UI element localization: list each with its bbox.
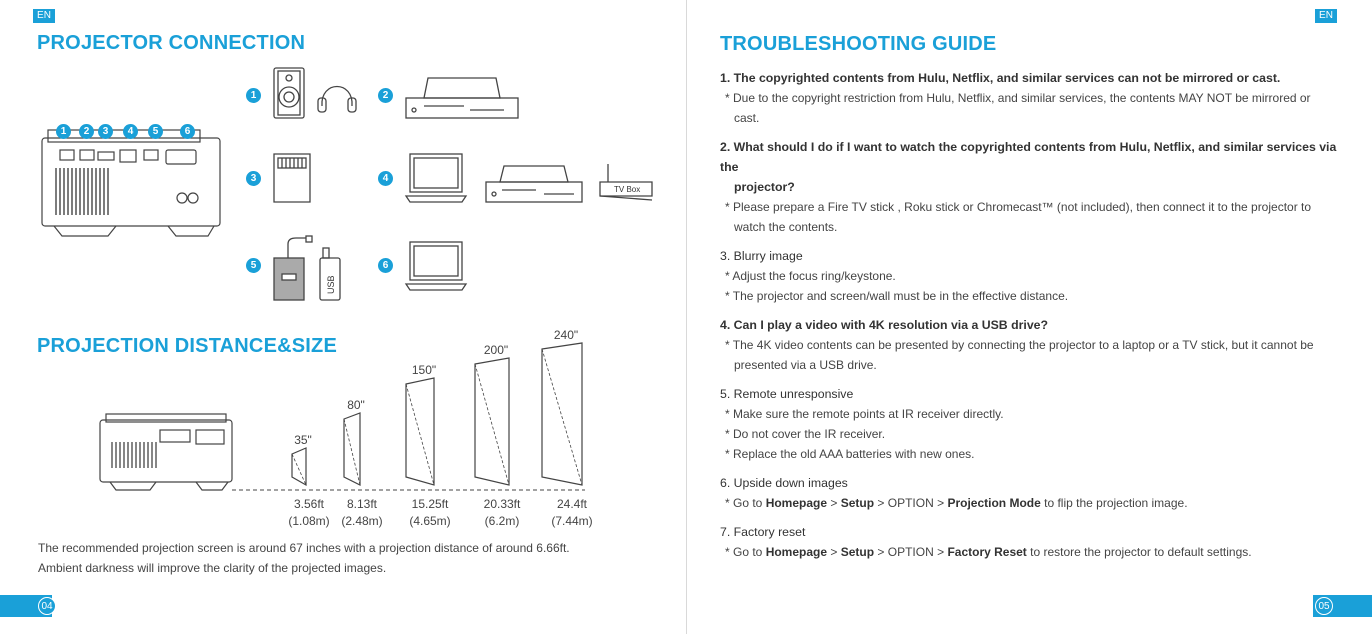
- screen-shape: [542, 343, 582, 485]
- list-item: [720, 522, 1340, 562]
- note-line-2: Ambient darkness will improve the clarity of the projected images.: [38, 561, 387, 575]
- title-line-cont: projector?: [734, 180, 795, 194]
- laptop-icon-2: [404, 240, 468, 292]
- menu-path-setup: Setup: [840, 545, 875, 559]
- text-run: > OPTION >: [874, 496, 948, 510]
- title-line: 2. What should I do if I want to watch the copyrighted contents from Hulu, Netflix, and similar services via the: [720, 140, 1337, 174]
- projector-rear-illustration: [38, 120, 228, 245]
- distance-ft-label: 15.25ft: [411, 497, 449, 511]
- page-number: 04: [38, 597, 56, 615]
- item-title: 1. The copyrighted contents from Hulu, Netflix, and similar services can not be mirrored or cast.: [720, 71, 1281, 85]
- screen-size-label: 240": [553, 328, 579, 342]
- item-bullet: * Replace the old AAA batteries with new ones.: [725, 447, 975, 461]
- text-run: >: [827, 496, 841, 510]
- speaker-headphones-icon: [272, 66, 362, 122]
- screen-shape: [292, 448, 306, 485]
- distance-m-label: (1.08m): [288, 514, 330, 528]
- screen-size-label: 150": [411, 363, 437, 377]
- device-badge-5: 5: [246, 258, 261, 273]
- dvd-player-icon-2: [484, 162, 584, 204]
- tv-box-label: TV Box: [614, 185, 641, 194]
- port-badge-6: 6: [180, 124, 195, 139]
- item-title: 4. Can I play a video with 4K resolution via a USB drive?: [720, 318, 1049, 332]
- item-title: 7. Factory reset: [720, 525, 806, 539]
- note-line-1: The recommended projection screen is around 67 inches with a projection distance of around 6.66ft.: [38, 541, 570, 555]
- distance-ft-label: 3.56ft: [293, 497, 325, 511]
- bullet-line: * Please prepare a Fire TV stick , Roku stick or Chromecast™ (not included), then connect it to the projector to: [725, 200, 1312, 214]
- screen-shape: [406, 378, 434, 485]
- bullet-line: * The 4K video contents can be presented by connecting the projector to a laptop or a TV stick, but it cannot be: [725, 338, 1314, 352]
- text-run: > OPTION >: [874, 545, 948, 559]
- projector-side-icon: [100, 414, 232, 490]
- tv-box-icon: [598, 162, 654, 202]
- bullet-line: * Due to the copyright restriction from Hulu, Netflix, and similar services, the contents MAY NOT be mirrored or: [725, 91, 1311, 105]
- device-badge-4: 4: [378, 171, 393, 186]
- list-item: [720, 384, 1340, 464]
- distance-ft-label: 8.13ft: [346, 497, 378, 511]
- bullet-line-cont: presented via a USB drive.: [734, 358, 877, 372]
- connection-heading: PROJECTOR CONNECTION: [37, 32, 306, 54]
- laptop-icon: [404, 152, 468, 204]
- port-badge-3: 3: [98, 124, 113, 139]
- text-run: >: [827, 545, 841, 559]
- language-badge: EN: [33, 9, 55, 23]
- item-bullet: [720, 335, 1340, 375]
- port-badge-2: 2: [79, 124, 94, 139]
- list-item: [720, 137, 1340, 237]
- list-item: [720, 315, 1340, 375]
- usb-drive-icon: [272, 234, 348, 302]
- item-title: 6. Upside down images: [720, 476, 848, 490]
- screen-size-label: 80": [347, 398, 365, 412]
- item-bullet: * The projector and screen/wall must be in the effective distance.: [725, 289, 1069, 303]
- language-badge: EN: [1315, 9, 1337, 23]
- item-bullet: * Make sure the remote points at IR receiver directly.: [725, 407, 1004, 421]
- bullet-line-cont: watch the contents.: [734, 220, 838, 234]
- item-title: [720, 137, 1340, 197]
- text-run: to flip the projection image.: [1040, 496, 1188, 510]
- device-badge-6: 6: [378, 258, 393, 273]
- distance-m-label: (4.65m): [409, 514, 451, 528]
- screen-size-label: 35": [294, 433, 312, 447]
- troubleshooting-heading: TROUBLESHOOTING GUIDE: [720, 33, 997, 55]
- item-bullet: * Do not cover the IR receiver.: [725, 427, 886, 441]
- port-badge-5: 5: [148, 124, 163, 139]
- usb-label: USB: [326, 275, 336, 294]
- page-number: 05: [1315, 597, 1333, 615]
- text-run: * Go to: [725, 545, 766, 559]
- dvd-player-icon: [404, 72, 520, 120]
- sd-card-icon: [272, 152, 312, 204]
- item-title: 3. Blurry image: [720, 249, 803, 263]
- device-badge-2: 2: [378, 88, 393, 103]
- item-bullet: [720, 88, 1340, 128]
- troubleshooting-list: [720, 68, 1340, 571]
- item-bullet: * Adjust the focus ring/keystone.: [725, 269, 896, 283]
- text-run: * Go to: [725, 496, 766, 510]
- screen-size-label: 200": [483, 343, 509, 357]
- text-run: to restore the projector to default settings.: [1026, 545, 1252, 559]
- port-badge-4: 4: [123, 124, 138, 139]
- list-item: [720, 68, 1340, 128]
- port-badge-1: 1: [56, 124, 71, 139]
- bullet-line-cont: cast.: [734, 111, 760, 125]
- right-page: [687, 0, 1372, 634]
- item-bullet: [720, 493, 1340, 513]
- distance-heading: PROJECTION DISTANCE&SIZE: [37, 335, 338, 357]
- list-item: [720, 246, 1340, 306]
- distance-ft-label: 20.33ft: [483, 497, 521, 511]
- distance-m-label: (6.2m): [484, 514, 520, 528]
- device-badge-1: 1: [246, 88, 261, 103]
- menu-path-homepage: Homepage: [765, 545, 828, 559]
- distance-m-label: (7.44m): [551, 514, 593, 528]
- list-item: [720, 473, 1340, 513]
- recommendation-note: [38, 538, 648, 578]
- item-bullet: [720, 542, 1340, 562]
- menu-path-factory-reset: Factory Reset: [947, 545, 1027, 559]
- distance-m-label: (2.48m): [341, 514, 383, 528]
- distance-ft-label: 24.4ft: [556, 497, 588, 511]
- menu-path-setup: Setup: [840, 496, 875, 510]
- menu-path-projection-mode: Projection Mode: [947, 496, 1041, 510]
- item-title: 5. Remote unresponsive: [720, 387, 854, 401]
- device-badge-3: 3: [246, 171, 261, 186]
- item-bullet: [720, 197, 1340, 237]
- menu-path-homepage: Homepage: [765, 496, 828, 510]
